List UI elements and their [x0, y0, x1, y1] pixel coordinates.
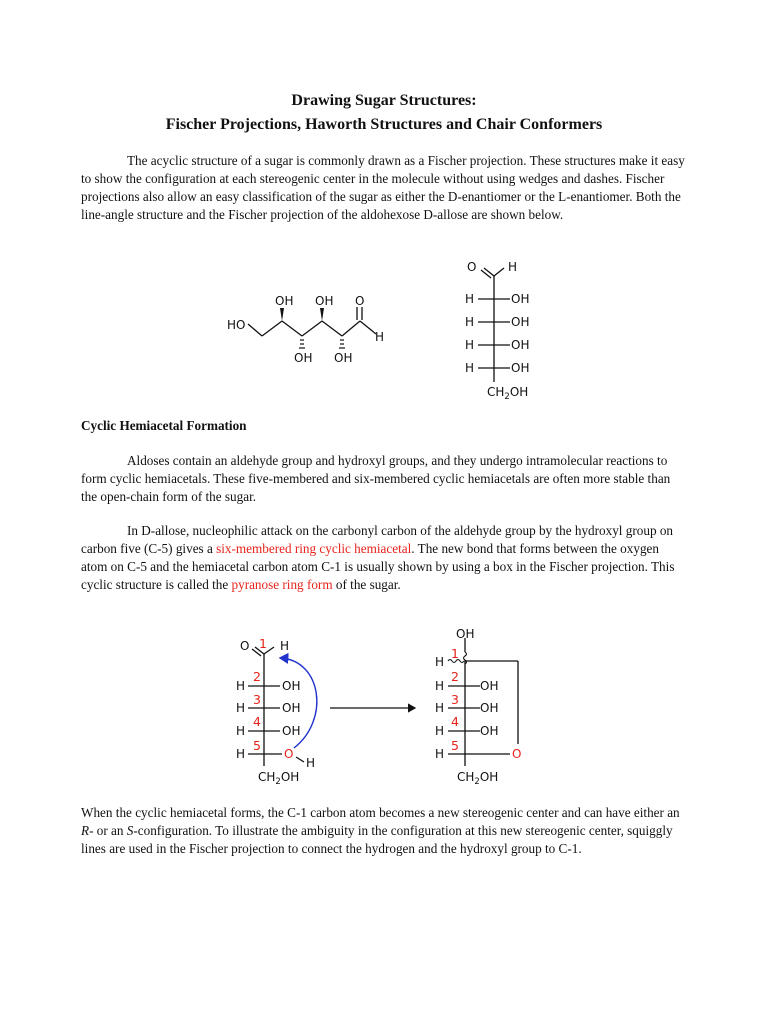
open-chain-c5-oxygen: O — [284, 747, 294, 761]
r-configuration: R — [81, 823, 90, 838]
fischer-projection — [478, 268, 510, 382]
oh-text: OH — [509, 385, 529, 399]
ring-oxygen: O — [512, 747, 522, 761]
aldoses-paragraph: Aldoses contain an aldehyde group and hydroxyl groups, and they undergo intramolecular reactions to form cyclic hemiacetals. These five-membered and six-membered cyclic hemiacetals are often more stable than the open-chain form of the sugar. — [81, 453, 671, 504]
open-chain-right-oh: OH — [282, 701, 301, 715]
cyclic-left-h: H — [435, 655, 445, 669]
open-chain-right-oh: OH — [282, 679, 301, 693]
carbon-number-3: 3 — [451, 692, 459, 707]
fischer-right-oh: OH — [511, 292, 530, 306]
cyclic-left-h: H — [435, 701, 445, 715]
oh-text: OH — [280, 770, 300, 784]
carbon-number-4: 4 — [451, 714, 459, 729]
fischer-left-h: H — [465, 338, 475, 352]
paragraph-text: . The new bond that forms between the oxygen atom on C-5 and the hemiacetal carbon atom C-1 is usually shown by using a box in the Fischer projection. This cyclic structure is called the — [81, 541, 675, 592]
open-chain-ch2oh — [258, 770, 299, 787]
cyclic-left-h: H — [435, 747, 445, 761]
open-chain-right-oh: OH — [282, 724, 301, 738]
cyclic-right-oh: OH — [480, 724, 499, 738]
carbon-number-1: 1 — [451, 646, 459, 661]
cyclic-right-oh: OH — [480, 679, 499, 693]
open-chain-h: H — [280, 639, 290, 653]
title-line-2: Fischer Projections, Haworth Structures and Chair Conformers — [165, 116, 603, 133]
line-angle-dashes — [299, 340, 345, 348]
fischer-right-oh: OH — [511, 361, 530, 375]
paragraph-text: In D-allose, nucleophilic attack on the carbonyl carbon of the aldehyde group by the hydroxyl group on carbon five (C-5) gives a — [81, 523, 674, 556]
highlight-pyranose-ring-form: pyranose ring form — [231, 577, 333, 592]
cyclic-oh: OH — [456, 627, 475, 641]
title-line-1: Drawing Sugar Structures: — [291, 92, 477, 109]
ho-label: HO — [227, 318, 246, 332]
oh-label: OH — [294, 351, 313, 365]
carbon-number-1: 1 — [259, 636, 267, 651]
o-label: O — [355, 294, 365, 308]
cyclic-left-h: H — [435, 679, 445, 693]
paragraph-text: - or an — [89, 823, 127, 838]
subscript-2: 2 — [474, 777, 480, 787]
carbon-number-5: 5 — [253, 738, 261, 753]
subscript-2: 2 — [504, 392, 510, 402]
open-chain-hydroxyl-h: H — [306, 756, 316, 770]
h-label: H — [375, 330, 385, 344]
carbon-number-4: 4 — [253, 714, 261, 729]
cyclic-left-h: H — [435, 724, 445, 738]
fischer-ch2oh — [487, 385, 528, 402]
carbon-number-2: 2 — [451, 669, 459, 684]
oh-label: OH — [315, 294, 334, 308]
carbon-number-3: 3 — [253, 692, 261, 707]
line-angle-structure — [248, 307, 376, 336]
cyclic-ch2oh — [457, 770, 498, 787]
fischer-left-h: H — [465, 361, 475, 375]
open-chain-left-h: H — [236, 701, 246, 715]
carbon-number-2: 2 — [253, 669, 261, 684]
fischer-right-oh: OH — [511, 315, 530, 329]
line-angle-wedges — [280, 308, 324, 321]
open-chain-left-h: H — [236, 679, 246, 693]
fischer-left-h: H — [465, 292, 475, 306]
ch-text: CH — [457, 770, 475, 784]
paragraph-text: When the cyclic hemiacetal forms, the C-1 carbon atom becomes a new stereogenic center and can have either an — [81, 805, 680, 820]
fischer-o: O — [467, 260, 477, 274]
open-chain-o: O — [240, 639, 250, 653]
open-chain-left-h: H — [236, 724, 246, 738]
fischer-right-oh: OH — [511, 338, 530, 352]
ch-text: CH — [258, 770, 276, 784]
carbon-number-5: 5 — [451, 738, 459, 753]
highlight-six-membered-ring: six-membered ring cyclic hemiacetal — [216, 541, 412, 556]
cyclic-right-oh: OH — [480, 701, 499, 715]
open-chain-left-h: H — [236, 747, 246, 761]
fischer-left-h: H — [465, 315, 475, 329]
paragraph-text: of the sugar. — [332, 577, 401, 592]
subscript-2: 2 — [275, 777, 281, 787]
fischer-h: H — [508, 260, 518, 274]
oh-label: OH — [334, 351, 353, 365]
paragraph-text: -configuration. To illustrate the ambiguity in the configuration at this new stereogenic center, squiggly lines are used in the Fischer projection to connect the hydrogen and the hydroxyl group to C-1. — [81, 823, 673, 856]
section-heading: Cyclic Hemiacetal Formation — [81, 418, 247, 433]
oh-text: OH — [479, 770, 499, 784]
ch-text: CH — [487, 385, 505, 399]
intro-paragraph: The acyclic structure of a sugar is commonly drawn as a Fischer projection. These structures make it easy to show the configuration at each stereogenic center in the molecule without using wedges and dashes. Fischer projections also allow an easy classification of the sugar as either the D-enantiomer or the L-enantiomer. Both the line-angle structure and the Fischer projection of the aldohexose D-allose are shown below. — [81, 153, 685, 222]
s-configuration: S — [126, 823, 134, 838]
oh-label: OH — [275, 294, 294, 308]
